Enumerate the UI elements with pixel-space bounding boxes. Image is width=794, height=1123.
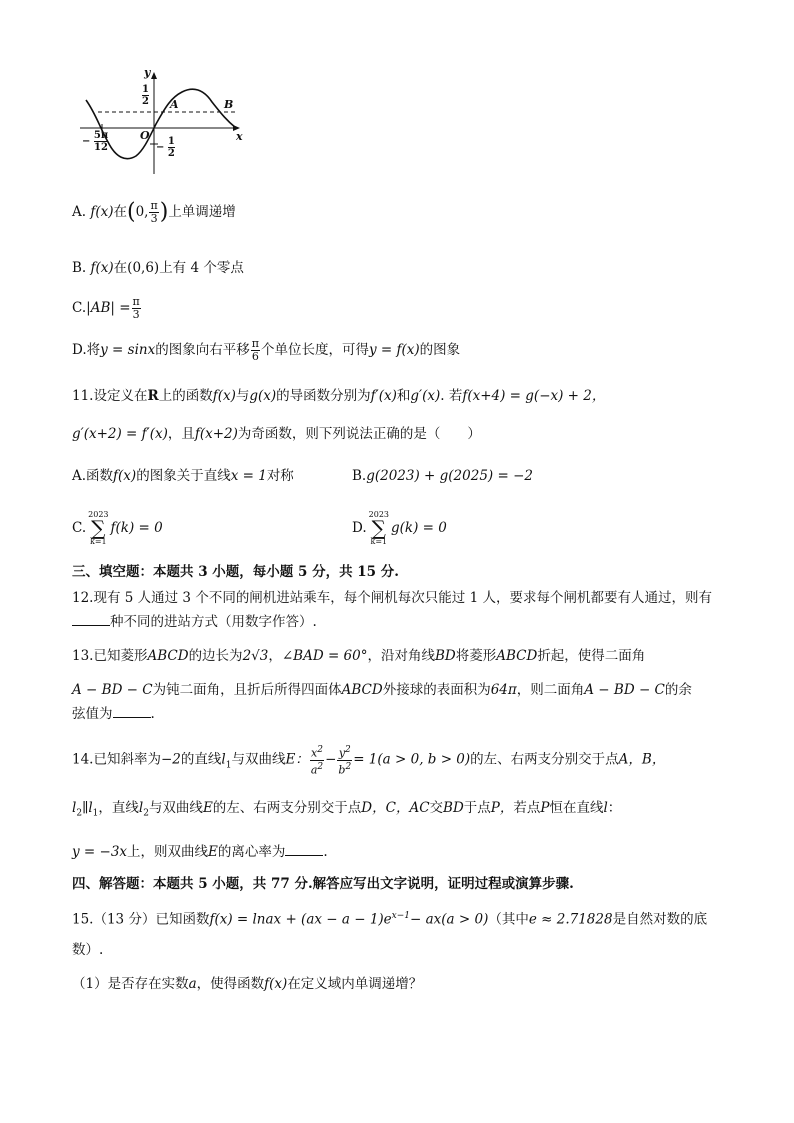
q10-d-mid: 的图象向右平移 bbox=[155, 342, 250, 358]
q11-l2-d: 为奇函数，则下列说法正确的是（ ） bbox=[237, 426, 481, 442]
left-num: 5π bbox=[93, 130, 109, 141]
q10-a-frac: $\frac{\pi}{3}$ bbox=[150, 199, 158, 225]
q14-y-frac: $\frac{y^2}{b^2}$ bbox=[338, 745, 352, 777]
neg-half-den: 2 bbox=[167, 148, 175, 159]
q14-answer-blank[interactable] bbox=[285, 843, 323, 856]
origin-label: O bbox=[140, 129, 150, 142]
q11-line1 bbox=[72, 386, 605, 406]
q10-option-d bbox=[72, 338, 460, 363]
sine-graph-figure bbox=[78, 66, 248, 176]
q12-answer-blank[interactable] bbox=[72, 613, 110, 626]
q11-l1-fx: f(x) bbox=[212, 388, 236, 404]
q10-c-frac: $\frac{\pi}{3}$ bbox=[132, 295, 140, 321]
q10-b-prefix: B. bbox=[72, 260, 87, 276]
q10-a-prefix: A. bbox=[72, 204, 87, 220]
q15-line1: 15.（13 分）已知函数f(x) = lnax + $(ax - a - 1)e^{x-1}- ax(a > 0)$（其中e ≈ 2.71828是自然对数的底 bbox=[72, 911, 708, 928]
q11-c-sum: 2023 ∑ k=1 bbox=[88, 510, 109, 546]
y-axis-label: y bbox=[144, 66, 151, 79]
q11-l1-b: 上的函数 bbox=[158, 388, 213, 404]
q11-option-a bbox=[72, 466, 294, 486]
q13-line2: A − BD − C为钝二面角，且折后所得四面体ABCD外接球的表面积为64π，则二面角A − BD − C的余 bbox=[72, 682, 692, 698]
q11-a-a: A.函数 bbox=[72, 468, 114, 484]
q14-line3: y = −3x上，则双曲线E的离心率为 . bbox=[72, 844, 328, 860]
half-den: 2 bbox=[142, 96, 149, 107]
q11-line2 bbox=[72, 424, 481, 444]
x-axis-label: x bbox=[236, 130, 243, 143]
q10-a-suffix: 上单调递增 bbox=[168, 204, 236, 220]
q10-d-suffix: 的图象 bbox=[419, 342, 461, 358]
q10-c-prefix: C. bbox=[72, 300, 87, 316]
left-tick-label bbox=[82, 130, 108, 153]
q11-l2-a: g′(x+2) = f′(x) bbox=[72, 426, 168, 442]
q10-a-mid: 在 bbox=[113, 204, 127, 220]
q10-b-suffix: 上有 4 个零点 bbox=[159, 260, 244, 276]
q11-l1-g: f(x+4) = g(−x) + 2， bbox=[462, 388, 606, 404]
left-sign: − bbox=[82, 136, 91, 147]
q11-l1-d: 的导函数分别为 bbox=[276, 388, 371, 404]
neg-half-sign: − bbox=[156, 142, 165, 153]
q10-d-frac: $\frac{\pi}{6}$ bbox=[251, 337, 259, 363]
half-num: 1 bbox=[142, 84, 149, 95]
q11-l1-fpx: f′(x) bbox=[370, 388, 397, 404]
q10-c-expr: |AB| = bbox=[86, 300, 131, 316]
section-3-heading: 三、填空题：本题共 3 小题，每小题 5 分，共 15 分. bbox=[72, 564, 399, 580]
q11-option-d bbox=[352, 510, 447, 546]
q10-d-yfx: y = f(x) bbox=[368, 342, 420, 358]
q10-d-prefix: D.将 bbox=[72, 342, 101, 358]
section-4-heading: 四、解答题：本题共 5 小题，共 77 分.解答应写出文字说明，证明过程或演算步骤. bbox=[72, 876, 574, 892]
q11-option-b bbox=[352, 466, 533, 486]
q11-b-a: B. bbox=[352, 468, 367, 484]
q11-d-sum: 2023 ∑ k=1 bbox=[368, 510, 389, 546]
q10-option-b bbox=[72, 258, 244, 278]
q11-l1-R: R bbox=[147, 388, 159, 404]
neg-half-num: 1 bbox=[167, 136, 175, 147]
q11-c-a: C. bbox=[72, 520, 87, 536]
q11-l1-f: . 若 bbox=[440, 388, 463, 404]
q11-l1-c: 与 bbox=[235, 388, 250, 404]
point-a-label: A bbox=[170, 98, 179, 111]
q15-line2: 数）. bbox=[72, 942, 104, 958]
q11-l2-c: f(x+2) bbox=[194, 426, 238, 442]
q10-option-a: A. f(x)在(0, $\frac{\pi}{3}$ )上单调递增 bbox=[72, 199, 236, 225]
q10-b-fx: f(x) bbox=[90, 260, 114, 276]
q15-line3: （1）是否存在实数a，使得函数f(x)在定义域内单调递增？ bbox=[72, 976, 423, 992]
q14-line2: $l_2\parallel l_1$，直线$l_2$与双曲线E的左、右两支分别交于点D，C，AC交BD于点P，若点P恒在直线l： bbox=[72, 800, 622, 819]
q13-answer-blank[interactable] bbox=[113, 705, 151, 718]
point-b-label: B bbox=[224, 98, 234, 111]
y-axis-arrow bbox=[151, 72, 157, 79]
q11-a-fx: f(x) bbox=[113, 468, 137, 484]
q10-d-func: y = sinx bbox=[100, 342, 156, 358]
q11-option-c bbox=[72, 510, 163, 546]
q14-x-frac: $\frac{x^2}{a^2}$ bbox=[310, 745, 324, 777]
q10-b-interval: (0,6) bbox=[127, 260, 160, 276]
q10-a-fx: f(x) bbox=[90, 204, 114, 220]
q10-a-int-left: 0, bbox=[135, 204, 149, 220]
q11-l1-a: 11.设定义在 bbox=[72, 388, 148, 404]
q14-line1: 14.已知斜率为−2的直线$l_1$与双曲线E： $\frac{x^2}{a^2}$ − $\frac{y^2}{b^2}$ = 1(a > 0, b > 0)的左、右两支分别交于点A，B， bbox=[72, 745, 666, 777]
q11-c-b: f(k) = 0 bbox=[110, 520, 163, 536]
q12-line1: 12.现有 5 人通过 3 个不同的闸机进站乘车，每个闸机每次只能过 1 人，要求每个闸机都要有人通过，则有 bbox=[72, 590, 712, 606]
q12-line2 bbox=[72, 612, 317, 632]
neg-half-tick-label bbox=[156, 136, 175, 159]
half-tick-label bbox=[142, 84, 149, 107]
q10-b-mid: 在 bbox=[113, 260, 128, 276]
q11-l1-gpx: g′(x) bbox=[410, 388, 441, 404]
q11-l1-e: 和 bbox=[396, 388, 411, 404]
q12-l2-text: 种不同的进站方式（用数字作答）. bbox=[110, 614, 317, 630]
q11-d-b: g(k) = 0 bbox=[391, 520, 447, 536]
q10-d-mid2: 个单位长度，可得 bbox=[260, 342, 369, 358]
q11-a-d: 对称 bbox=[266, 468, 294, 484]
q11-a-b: 的图象关于直线 bbox=[136, 468, 231, 484]
q10-option-c bbox=[72, 296, 142, 321]
q11-l1-gx: g(x) bbox=[249, 388, 277, 404]
left-den: 12 bbox=[94, 142, 108, 153]
q13-line1: 13.已知菱形ABCD的边长为2√3，∠BAD = 60°，沿对角线BD将菱形ABCD折起，使得二面角 bbox=[72, 648, 646, 664]
q13-line3: 弦值为 . bbox=[72, 706, 155, 722]
q11-l2-b: ，且 bbox=[167, 426, 195, 442]
q11-b-b: g(2023) + g(2025) = −2 bbox=[366, 468, 533, 484]
sine-graph-svg bbox=[78, 66, 248, 176]
q11-a-c: x = 1 bbox=[230, 468, 267, 484]
q11-d-a: D. bbox=[352, 520, 367, 536]
